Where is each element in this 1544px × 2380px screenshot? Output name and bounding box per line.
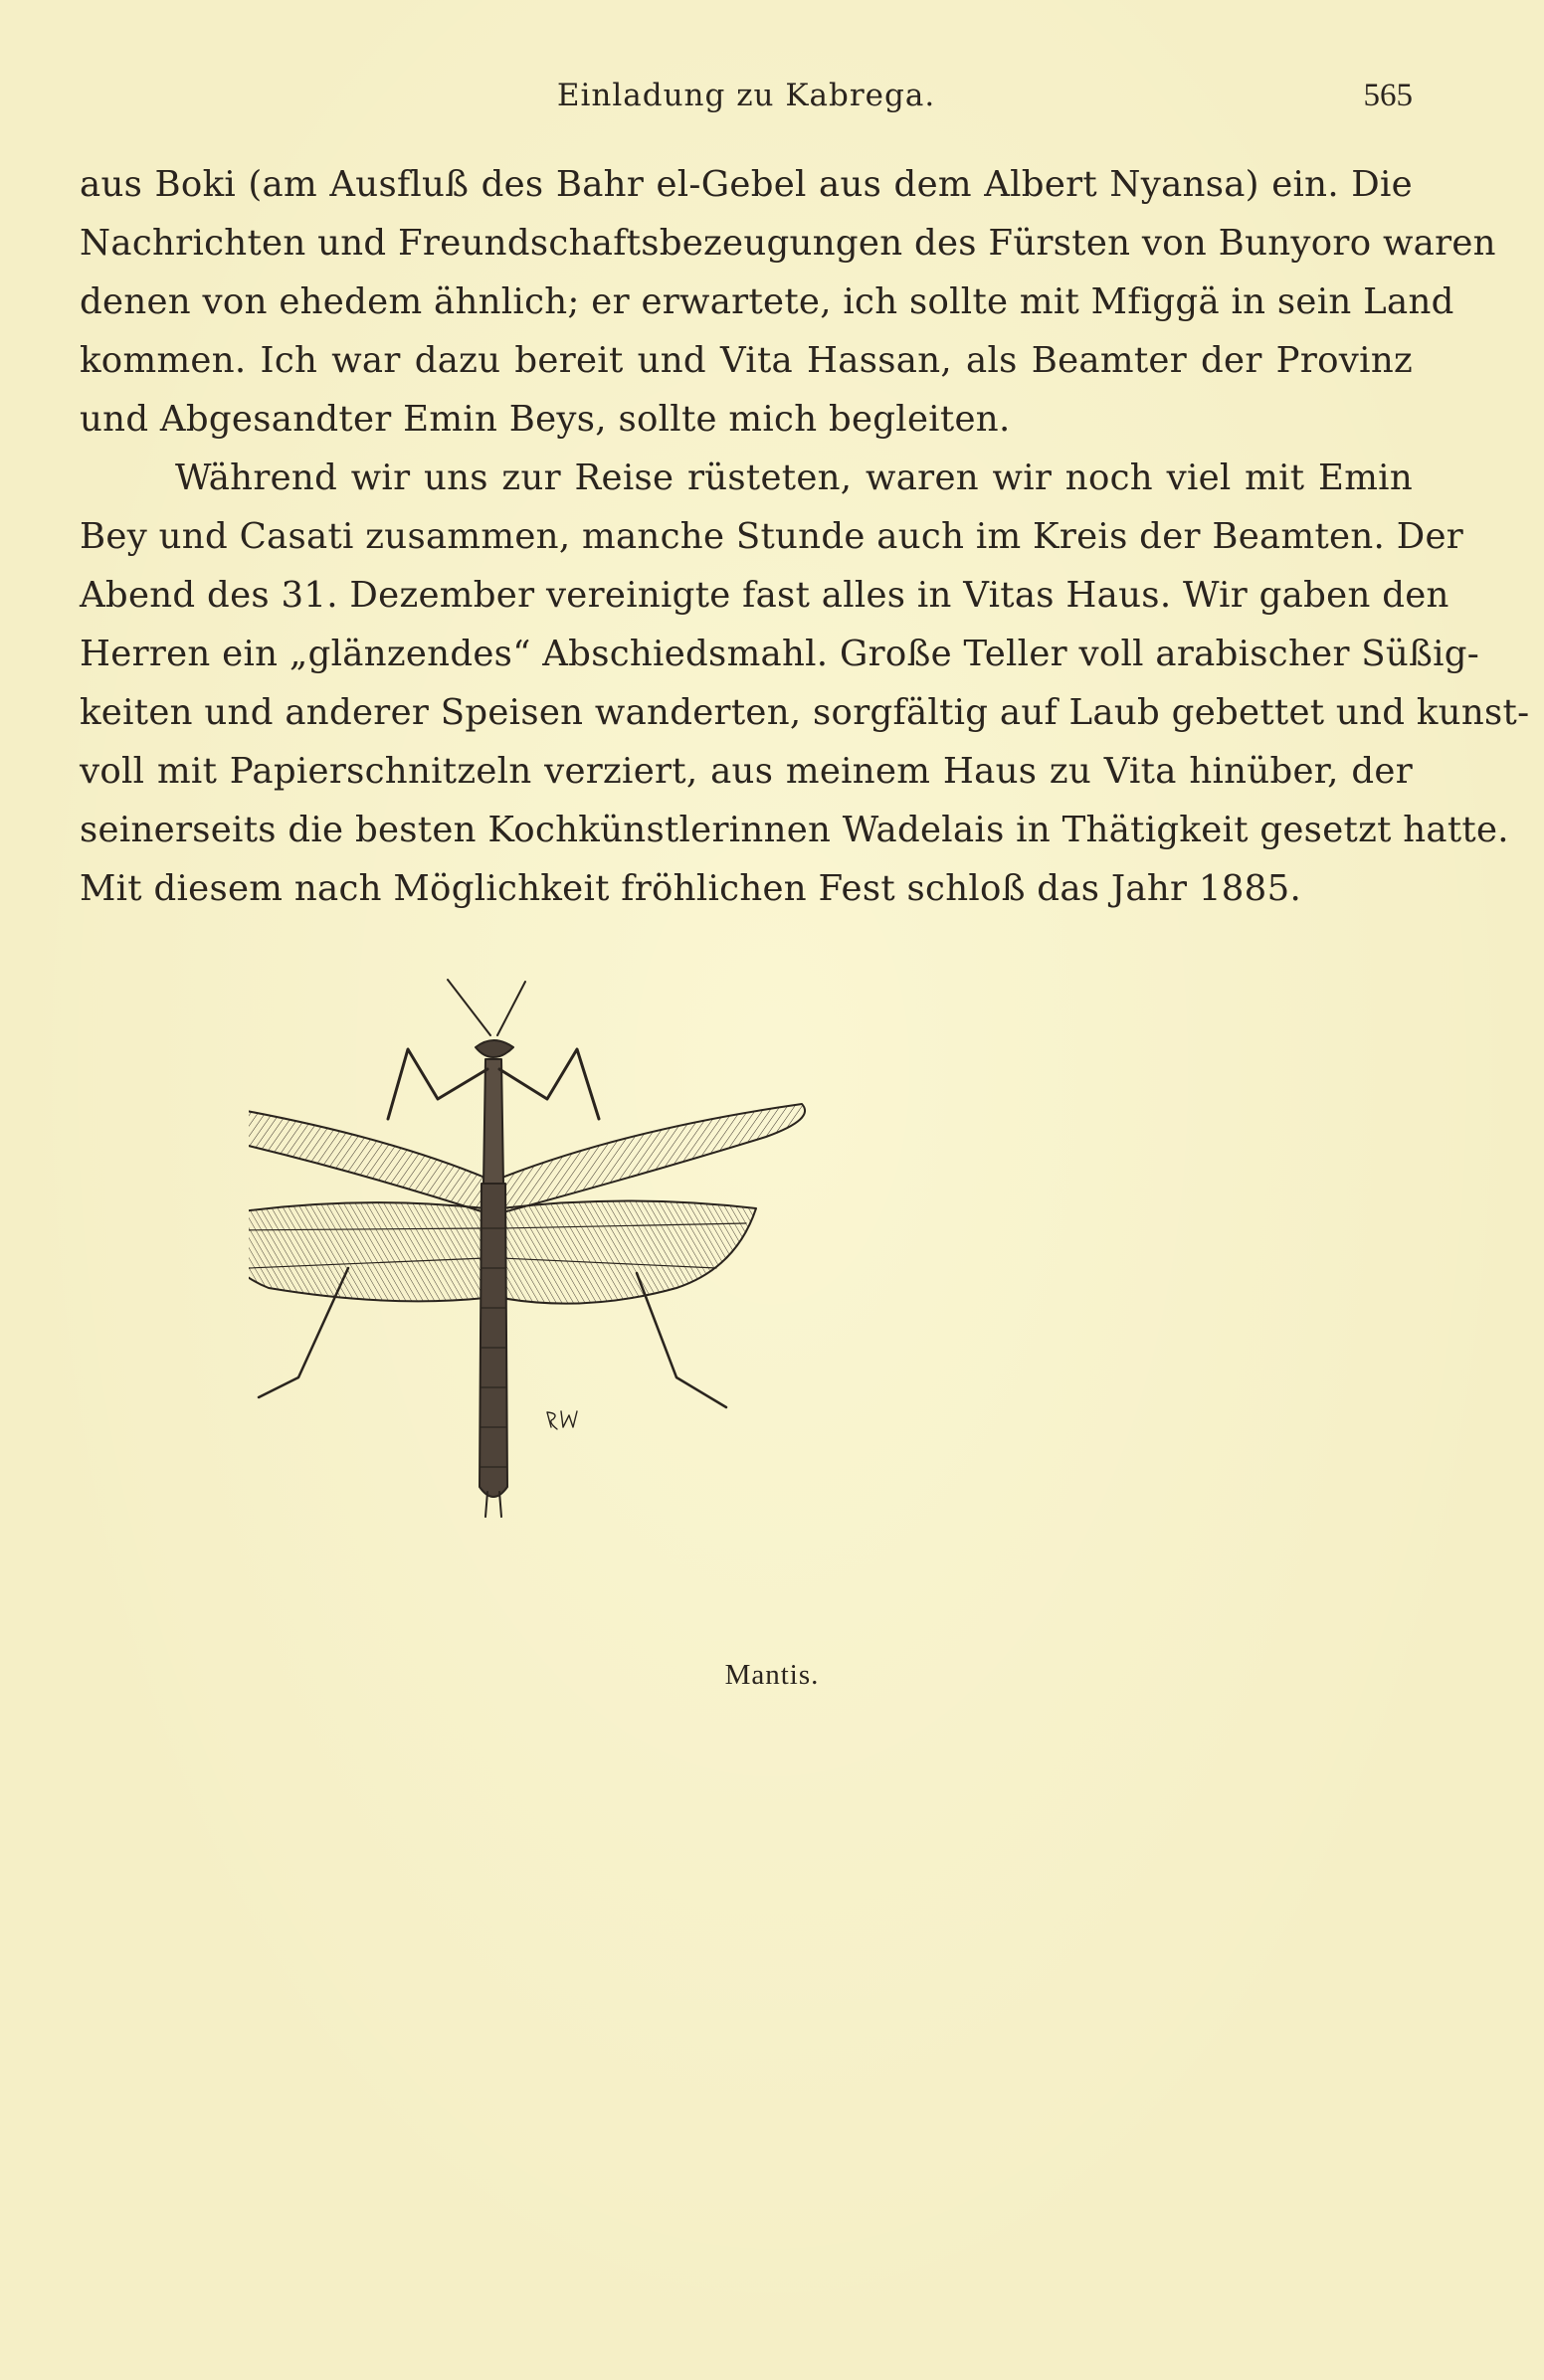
mantis-drawing [249, 970, 1224, 1646]
text-line: Mit diesem nach Möglichkeit fröhlichen Fest schloß das Jahr 1885. [80, 868, 1302, 909]
body-text [80, 155, 1530, 918]
text-line: denen von ehedem ähnlich; er erwartete, ich sollte mit Mfiggä in sein Land [80, 281, 1454, 322]
mantis-illustration [249, 970, 1224, 1646]
text-line: voll mit Papierschnitzeln verziert, aus meinem Haus zu Vita hinüber, der [80, 751, 1413, 792]
running-title: Einladung zu Kabrega. [556, 78, 936, 113]
figure-caption: Mantis. [724, 1659, 820, 1691]
running-head [80, 78, 1413, 117]
text-line: Bey und Casati zusammen, manche Stunde auch im Kreis der Beamten. Der [80, 516, 1464, 557]
paragraph-2 [80, 449, 1530, 918]
text-line: seinerseits die besten Kochkünstlerinnen Wadelais in Thätigkeit gesetzt hatte. [80, 810, 1509, 850]
paragraph-1 [80, 155, 1496, 449]
text-line: Herren ein „glänzendes“ Abschiedsmahl. Große Teller voll arabischer Süßig- [80, 634, 1480, 674]
text-line: und Abgesandter Emin Beys, sollte mich begleiten. [80, 399, 1011, 440]
page-number: 565 [1363, 78, 1413, 113]
text-line: aus Boki (am Ausfluß des Bahr el-Gebel aus dem Albert Nyansa) ein. Die [80, 164, 1413, 205]
text-line: Während wir uns zur Reise rüsteten, waren wir noch viel mit Emin [175, 458, 1413, 498]
text-line: Abend des 31. Dezember vereinigte fast alles in Vitas Haus. Wir gaben den [80, 575, 1449, 616]
text-line: keiten und anderer Speisen wanderten, sorgfältig auf Laub gebettet und kunst- [80, 692, 1530, 733]
text-line: kommen. Ich war dazu bereit und Vita Hassan, als Beamter der Provinz [80, 340, 1413, 381]
text-line: Nachrichten und Freundschaftsbezeugungen des Fürsten von Bunyoro waren [80, 223, 1496, 264]
